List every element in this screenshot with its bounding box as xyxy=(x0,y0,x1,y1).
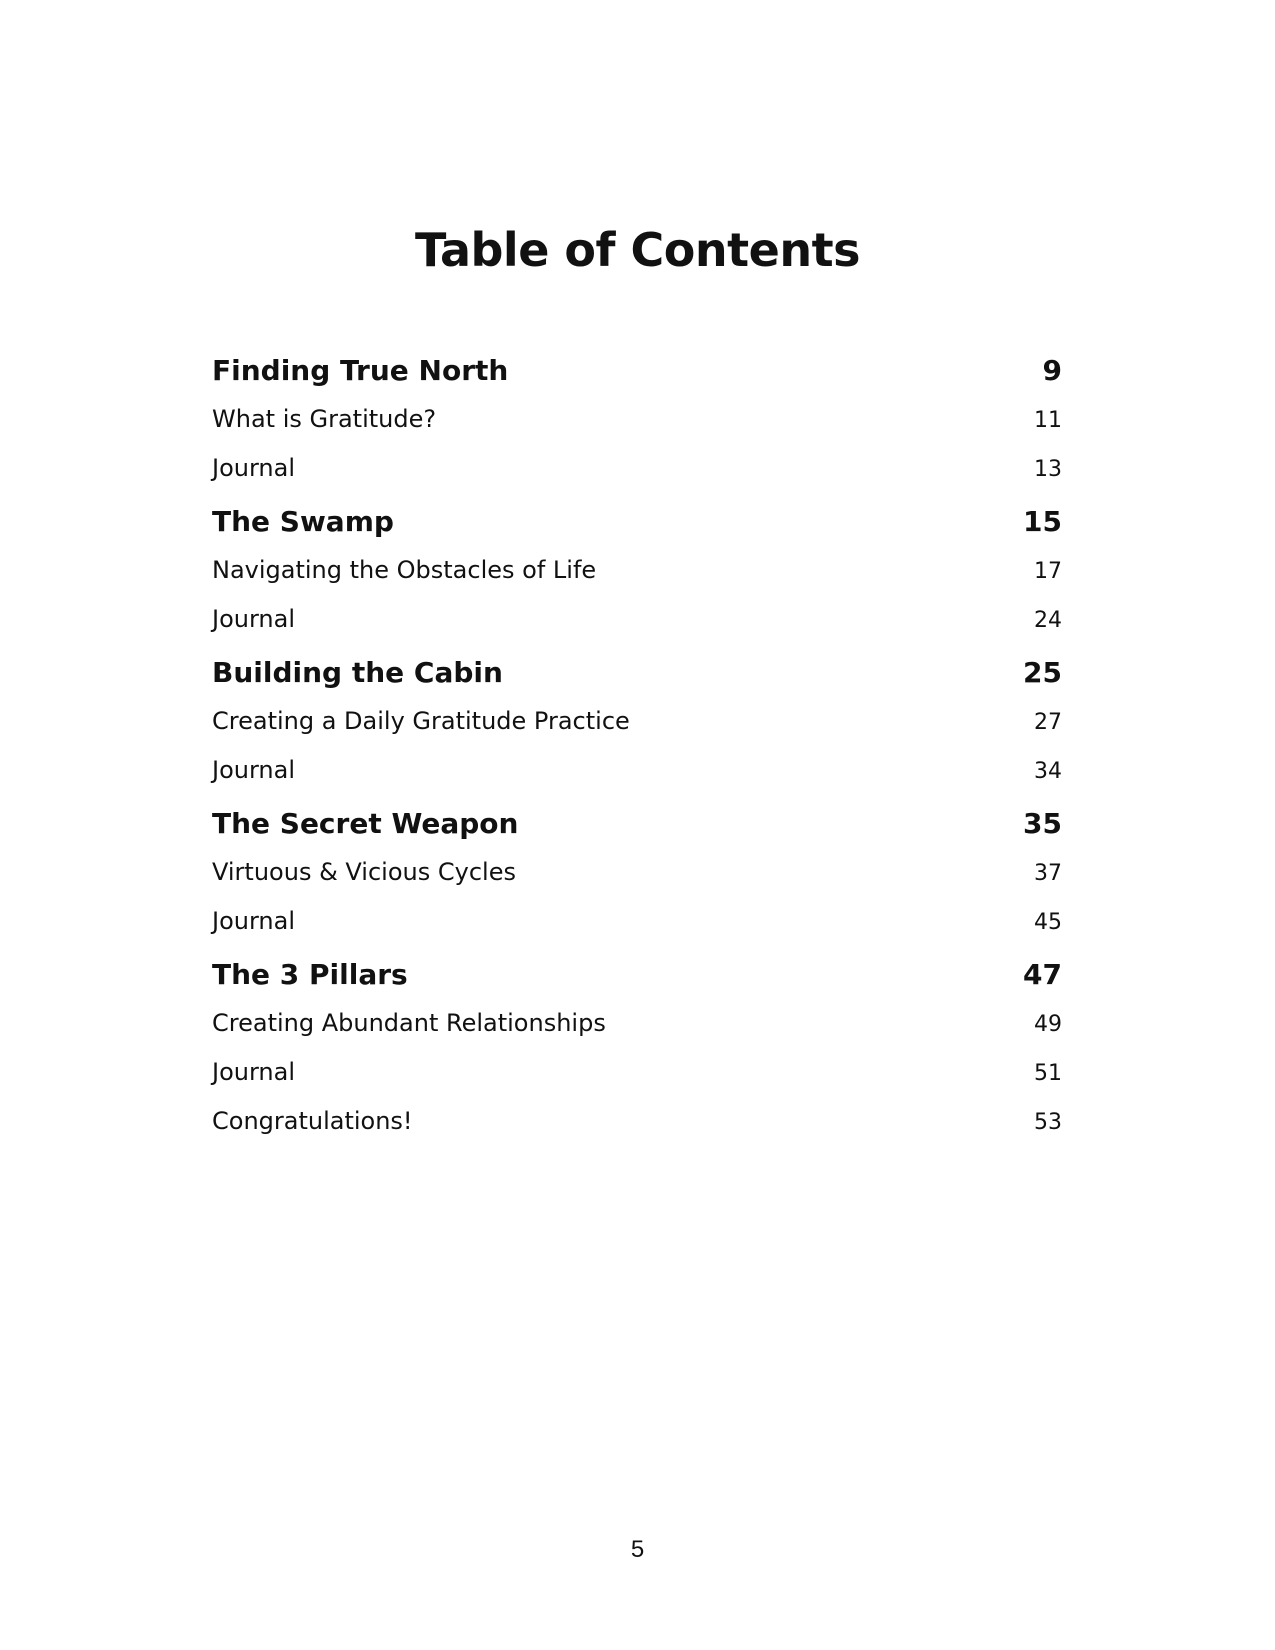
toc-chapter-the-swamp[interactable] xyxy=(212,503,1062,556)
toc-chapter-title: The Swamp xyxy=(212,505,394,538)
toc-section-title: Journal xyxy=(212,907,296,935)
toc-section-daily-gratitude-practice[interactable] xyxy=(212,707,1062,756)
page-title: Table of Contents xyxy=(415,223,860,277)
toc-section-title: Journal xyxy=(212,454,296,482)
toc-page-number: 25 xyxy=(1023,656,1062,689)
toc-page-number: 15 xyxy=(1023,505,1062,538)
page-number: 5 xyxy=(630,1536,645,1563)
toc-section-title: Journal xyxy=(212,1058,296,1086)
toc-chapter-the-3-pillars[interactable] xyxy=(212,956,1062,1009)
toc-page-number: 9 xyxy=(1042,354,1062,387)
toc-page-number: 35 xyxy=(1023,807,1062,840)
toc-section-journal[interactable] xyxy=(212,907,1062,956)
toc-chapter-title: The Secret Weapon xyxy=(212,807,519,840)
toc-chapter-the-secret-weapon[interactable] xyxy=(212,805,1062,858)
toc-section-title: Journal xyxy=(212,605,296,633)
toc-chapter-title: The 3 Pillars xyxy=(212,958,408,991)
toc-section-title: Creating Abundant Relationships xyxy=(212,1009,606,1037)
toc-section-title: Virtuous & Vicious Cycles xyxy=(212,858,516,886)
toc-section-congratulations[interactable] xyxy=(212,1107,1062,1156)
toc-section-title: Journal xyxy=(212,756,296,784)
toc-section-navigating-obstacles[interactable] xyxy=(212,556,1062,605)
toc-chapter-building-the-cabin[interactable] xyxy=(212,654,1062,707)
table-of-contents xyxy=(212,352,1062,1156)
toc-section-journal[interactable] xyxy=(212,454,1062,503)
toc-page-number: 49 xyxy=(1034,1012,1062,1037)
toc-page-number: 27 xyxy=(1034,710,1062,735)
toc-section-abundant-relationships[interactable] xyxy=(212,1009,1062,1058)
toc-section-journal[interactable] xyxy=(212,756,1062,805)
toc-section-journal[interactable] xyxy=(212,605,1062,654)
toc-section-journal[interactable] xyxy=(212,1058,1062,1107)
toc-page-number: 37 xyxy=(1034,861,1062,886)
toc-page-number: 53 xyxy=(1034,1110,1062,1135)
toc-section-virtuous-vicious-cycles[interactable] xyxy=(212,858,1062,907)
toc-chapter-title: Finding True North xyxy=(212,354,509,387)
toc-page-number: 24 xyxy=(1034,608,1062,633)
toc-chapter-finding-true-north[interactable] xyxy=(212,352,1062,405)
toc-page-number: 45 xyxy=(1034,910,1062,935)
toc-page-number: 17 xyxy=(1034,559,1062,584)
toc-section-what-is-gratitude[interactable] xyxy=(212,405,1062,454)
toc-section-title: What is Gratitude? xyxy=(212,405,437,433)
toc-page-number: 13 xyxy=(1034,457,1062,482)
toc-page-number: 47 xyxy=(1023,958,1062,991)
toc-page-number: 11 xyxy=(1034,408,1062,433)
toc-section-title: Navigating the Obstacles of Life xyxy=(212,556,597,584)
toc-section-title: Creating a Daily Gratitude Practice xyxy=(212,707,630,735)
toc-section-title: Congratulations! xyxy=(212,1107,413,1135)
toc-page-number: 34 xyxy=(1034,759,1062,784)
toc-chapter-title: Building the Cabin xyxy=(212,656,503,689)
toc-page-number: 51 xyxy=(1034,1061,1062,1086)
